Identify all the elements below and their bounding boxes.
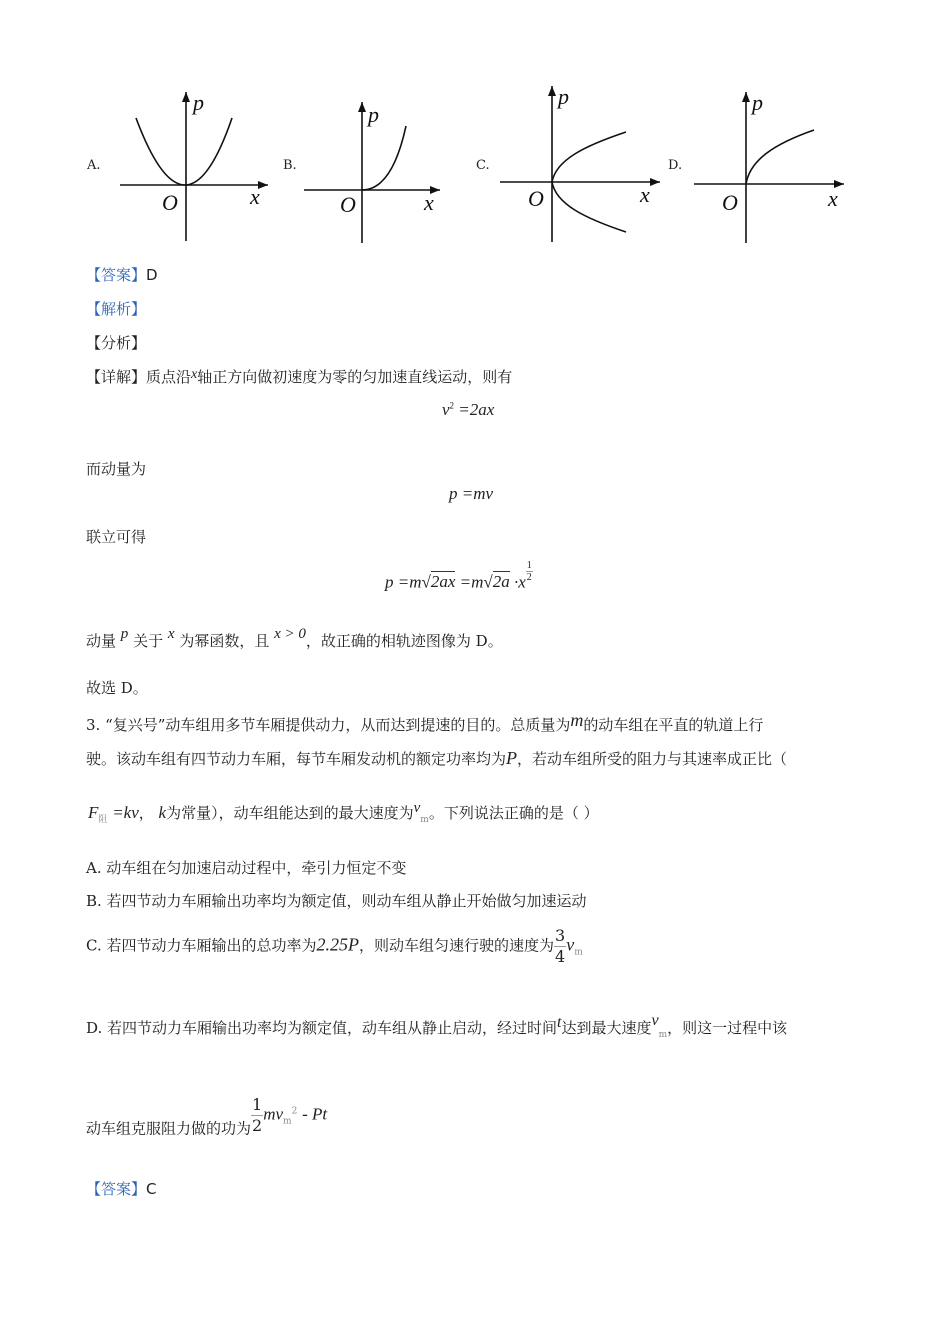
q3-line-2 [86, 748, 787, 769]
opt-c-num: 3 [555, 926, 566, 945]
opt-d-v: v [651, 1012, 659, 1029]
graph-option-b [300, 98, 445, 248]
option-b-label: B. [283, 158, 297, 173]
opt-d-den: 2 [252, 1116, 263, 1135]
parabola-curve [136, 118, 232, 185]
q3-line3-c: 。下列说法正确的是（ ） [428, 804, 599, 822]
analysis-tag: 【解析】 [86, 300, 147, 318]
q3-answer-tag: 【答案】 [86, 1180, 147, 1198]
q3-force-sub: 阻 [98, 815, 108, 825]
q3-option-a: A. 动车组在匀加速启动过程中，牵引力恒定不变 [86, 859, 407, 877]
opt-d-fraction [251, 1095, 263, 1136]
origin-label: O [528, 186, 544, 211]
option-a-label: A. [87, 158, 101, 173]
y-axis-arrow [742, 92, 750, 102]
exp-fraction [526, 560, 533, 583]
q3-answer-value: C [146, 1180, 157, 1198]
q3-line2-a: 驶。该动车组有四节动力车厢，每节车厢发动机的额定功率均为 [86, 750, 507, 768]
concl-p: p [120, 626, 129, 642]
opt-c-text: C. 若四节动力车厢输出的总功率为 [86, 936, 317, 955]
option-c-label: C. [476, 158, 490, 173]
q3-line1-a: 3. “复兴号”动车组用多节车厢提供动力，从而达到提速的目的。总质量为 [86, 716, 571, 734]
q3-line2-b: ，若动车组所受的阻力与其速率成正比（ [517, 750, 788, 768]
option-d-label: D. [668, 158, 683, 173]
exp-num: 1 [526, 560, 532, 571]
axis-label-x: x [250, 184, 260, 209]
axis-label-x: x [424, 190, 434, 215]
sqrt-symbol-2: √ [483, 572, 493, 592]
opt-c-text2: ，则动车组匀速行驶的速度为 [358, 936, 554, 955]
equation-3 [385, 560, 533, 592]
q3-option-d-cont [86, 1095, 327, 1139]
opt-d-expr: mv [263, 1104, 284, 1124]
equation-2: p =mv [449, 484, 494, 503]
concl-c: 为幂函数，且 [179, 632, 270, 650]
sqrt-curve [746, 130, 814, 184]
q3-answer-line [86, 1178, 157, 1199]
momentum-text: 而动量为 [86, 460, 147, 478]
opt-d-sub: m [283, 1116, 292, 1127]
eq3-root-1: 2ax [430, 572, 456, 592]
concl-d: ，故正确的相轨迹图像为 D。 [305, 632, 503, 650]
answer-line [86, 264, 158, 285]
opt-d-2: 达到最大速度 [561, 1019, 652, 1037]
graph-b-svg [300, 98, 445, 248]
eq1-sup: 2 [449, 400, 455, 411]
y-axis-arrow [182, 92, 190, 102]
y-axis-arrow [548, 86, 556, 96]
opt-d-4: 动车组克服阻力做的功为 [86, 1119, 252, 1138]
answer-value: D [146, 266, 158, 284]
conclusion-line [86, 626, 503, 651]
opt-d-3: ，则这一过程中该 [667, 1019, 788, 1037]
opt-c-vsub: m [574, 947, 583, 958]
q3-force-var: F [88, 803, 99, 822]
concl-x: x [167, 626, 175, 642]
graph-option-d [690, 88, 850, 248]
axis-label-p: p [558, 84, 569, 109]
detail-var: x [191, 367, 198, 382]
analysis2-tag: 【分析】 [86, 334, 147, 352]
q3-line3-b: 为常量），动车组能达到的最大速度为 [166, 804, 414, 822]
opt-d-tail: - Pt [302, 1104, 328, 1124]
q3-line1-b: 的动车组在平直的轨道上行 [583, 716, 764, 734]
q3-vm-sub: m [420, 815, 429, 825]
detail-tag: 【详解】 [86, 368, 147, 386]
eq3-c: ·x [513, 572, 526, 592]
concl-b: 关于 [133, 632, 164, 650]
graph-a-svg [110, 88, 270, 248]
detail-text: 质点沿 [146, 368, 192, 386]
q3-line-1 [86, 710, 763, 735]
detail-text-2: 轴正方向做初速度为零的匀加速直线运动，则有 [197, 368, 513, 386]
graph-option-c [496, 82, 666, 247]
y-axis-arrow [358, 102, 366, 112]
opt-c-den: 4 [555, 947, 566, 966]
concl-cond: x > 0 [274, 626, 306, 642]
q3-option-d [86, 1012, 787, 1040]
sqrt-symbol-1: √ [421, 572, 431, 592]
opt-d-vsub: m [658, 1030, 668, 1040]
graph-c-svg [496, 82, 666, 247]
axis-label-p: p [752, 90, 763, 115]
opt-c-fraction [554, 926, 566, 967]
opt-c-val: 2.25P [316, 934, 359, 955]
eq1-rhs: =2ax [458, 400, 495, 419]
graph-d-svg [690, 88, 850, 248]
q3-force-eq: =kv [112, 803, 139, 822]
origin-label: O [162, 190, 178, 215]
origin-label: O [722, 190, 738, 215]
opt-c-v: v [566, 934, 575, 955]
q3-option-b: B. 若四节动力车厢输出功率均为额定值，则动车组从静止开始做匀加速运动 [86, 892, 587, 910]
combine-text: 联立可得 [86, 528, 147, 546]
q3-power-var: P [506, 748, 518, 768]
choose-line: 故选 D。 [86, 679, 148, 697]
eq3-root-2: 2a [492, 572, 510, 592]
opt-d-t: t [557, 1014, 562, 1031]
q3-comma: ， [138, 804, 154, 822]
x-axis-arrow [650, 178, 660, 186]
axis-label-x: x [640, 182, 650, 207]
origin-label: O [340, 192, 356, 217]
eq3-a: p =m [385, 572, 422, 592]
q3-line-3 [88, 800, 599, 825]
axis-label-p: p [368, 102, 379, 127]
eq3-b: =m [459, 572, 484, 592]
detail-line [86, 366, 512, 387]
q3-k-var: k [158, 803, 167, 822]
half-parabola-curve [362, 126, 406, 190]
q3-option-c [86, 926, 583, 967]
opt-d-num: 1 [252, 1095, 263, 1114]
eq1-lhs: v [442, 400, 450, 419]
equation-1 [442, 400, 494, 420]
q3-vm-var: v [413, 800, 421, 816]
axis-label-x: x [828, 186, 838, 211]
q3-mass-var: m [570, 710, 584, 730]
opt-d-1: D. 若四节动力车厢输出功率均为额定值，动车组从静止启动，经过时间 [86, 1019, 558, 1037]
opt-d-sup: 2 [291, 1106, 298, 1117]
graph-option-a [110, 88, 270, 248]
exp-den: 2 [526, 572, 532, 583]
answer-tag: 【答案】 [86, 266, 147, 284]
concl-a: 动量 [86, 632, 117, 650]
axis-label-p: p [193, 90, 204, 115]
